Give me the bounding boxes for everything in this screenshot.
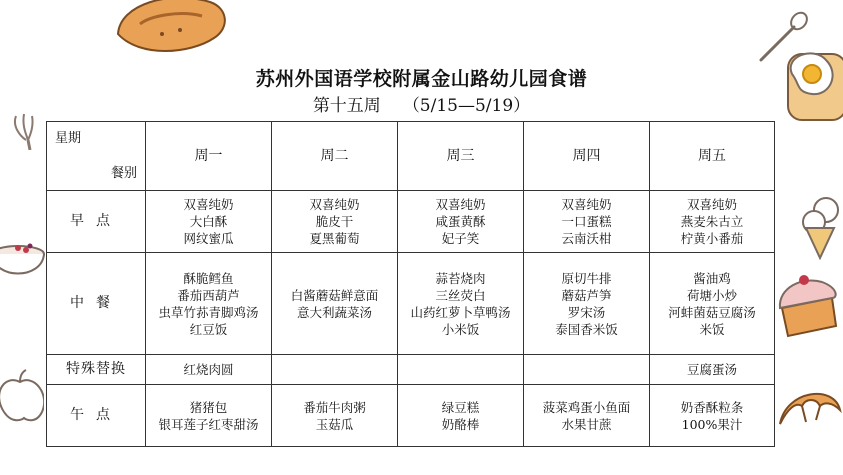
- menu-cell: [146, 191, 272, 253]
- menu-cell: [146, 253, 272, 355]
- dish: 蒜苔烧肉: [435, 270, 486, 286]
- day-header: 周三: [398, 122, 524, 191]
- day-header: 周一: [146, 122, 272, 191]
- day-header: 周四: [524, 122, 650, 191]
- dish: 虫草竹荪青脚鸡汤: [158, 304, 259, 320]
- dish: 双喜纯奶: [183, 197, 234, 212]
- bowl-icon: [0, 232, 48, 302]
- dish: 双喜纯奶: [309, 197, 360, 212]
- menu-table: [46, 121, 775, 447]
- corner-meal-label: 餐别: [110, 166, 137, 181]
- dish: 柠黄小番茄: [680, 231, 744, 246]
- cupcake-icon: [772, 268, 843, 340]
- dish: 奶香酥粒条: [680, 399, 744, 415]
- dish: 红豆饭: [189, 321, 228, 337]
- bread-icon: [110, 0, 230, 64]
- menu-cell: [146, 385, 272, 447]
- corner-week-label: 星期: [55, 131, 82, 146]
- dish: 双喜纯奶: [561, 197, 612, 212]
- menu-cell: [398, 191, 524, 253]
- table-row-lunch: [47, 253, 775, 355]
- dish: 酥脆鳕鱼: [183, 270, 234, 286]
- whisk-icon: [10, 110, 40, 150]
- dish: 小米饭: [441, 321, 480, 337]
- menu-cell-empty: [524, 355, 650, 385]
- dish: 奶酪棒: [441, 416, 480, 432]
- menu-cell: [650, 355, 775, 385]
- menu-cell-empty: [272, 355, 398, 385]
- dish: 蘑菇芦笋: [561, 287, 612, 303]
- dish: 双喜纯奶: [686, 197, 737, 212]
- dish: 荷塘小炒: [686, 287, 737, 303]
- dish: 银耳莲子红枣甜汤: [158, 416, 259, 432]
- dish: 咸蛋黄酥: [435, 214, 486, 229]
- menu-cell-empty: [398, 355, 524, 385]
- dish: 罗宋汤: [567, 304, 606, 320]
- dish: 菠菜鸡蛋小鱼面: [542, 399, 631, 415]
- week-number: 第十五周: [312, 96, 381, 116]
- dish: 三丝荧白: [435, 287, 486, 303]
- dish: 番茄西葫芦: [177, 287, 240, 303]
- menu-cell: [272, 191, 398, 253]
- table-row-snack: [47, 385, 775, 447]
- dish: 番茄牛肉粥: [303, 399, 366, 415]
- menu-cell: [650, 253, 775, 355]
- dish: 双喜纯奶: [435, 197, 486, 212]
- dish: 燕麦朱古立: [680, 214, 744, 229]
- meal-label: 早点: [47, 191, 146, 253]
- table-row-special: [47, 355, 775, 385]
- date-range: （5/15—5/19）: [402, 96, 531, 116]
- menu-cell: [272, 253, 398, 355]
- dish: 米饭: [699, 321, 725, 337]
- dish: 妃子笑: [441, 231, 480, 246]
- menu-cell: [650, 191, 775, 253]
- page-title: 苏州外国语学校附属金山路幼儿园食谱: [255, 68, 588, 90]
- table-row-breakfast: [47, 191, 775, 253]
- day-header: 周五: [650, 122, 775, 191]
- dish: 云南沃柑: [561, 231, 612, 246]
- dish: 水果甘蔗: [561, 416, 612, 432]
- menu-cell: [146, 355, 272, 385]
- menu-cell: [398, 385, 524, 447]
- dish: 大白酥: [189, 214, 228, 229]
- table-header-row: [47, 122, 775, 191]
- dish: 红烧肉圆: [183, 362, 234, 377]
- croissant-icon: [776, 380, 843, 440]
- dish: 网纹蜜瓜: [183, 231, 234, 246]
- dish: 河蚌菌菇豆腐汤: [668, 304, 756, 320]
- dish: 100%果汁: [681, 416, 743, 432]
- dish: 猪猪包: [189, 399, 228, 415]
- corner-cell: [47, 122, 146, 191]
- week-subtitle: [0, 91, 843, 116]
- menu-cell: [524, 385, 650, 447]
- dish: 绿豆糕: [441, 399, 480, 415]
- meal-label: 特殊替换: [47, 355, 146, 385]
- menu-cell: [650, 385, 775, 447]
- menu-cell: [524, 191, 650, 253]
- menu-cell: [272, 385, 398, 447]
- dish: 一口蛋糕: [561, 214, 612, 229]
- day-header: 周二: [272, 122, 398, 191]
- dish: 白酱蘑菇鲜意面: [290, 287, 379, 303]
- dish: 山药红萝卜草鸭汤: [410, 304, 511, 320]
- meal-label: 午点: [47, 385, 146, 447]
- dish: 泰国香米饭: [555, 321, 618, 337]
- menu-cell: [524, 253, 650, 355]
- ice-cream-icon: [800, 190, 843, 260]
- dish: 夏黑葡萄: [309, 231, 360, 246]
- dish: 玉菇瓜: [315, 416, 354, 432]
- dish: 脆皮干: [315, 214, 354, 229]
- menu-cell: [398, 253, 524, 355]
- dish: 意大利蔬菜汤: [296, 304, 372, 320]
- dish: 原切牛排: [561, 270, 612, 286]
- dish: 豆腐蛋汤: [686, 362, 737, 377]
- meal-label: 中餐: [47, 253, 146, 355]
- apple-icon: [0, 368, 44, 428]
- dish: 酱油鸡: [693, 270, 731, 286]
